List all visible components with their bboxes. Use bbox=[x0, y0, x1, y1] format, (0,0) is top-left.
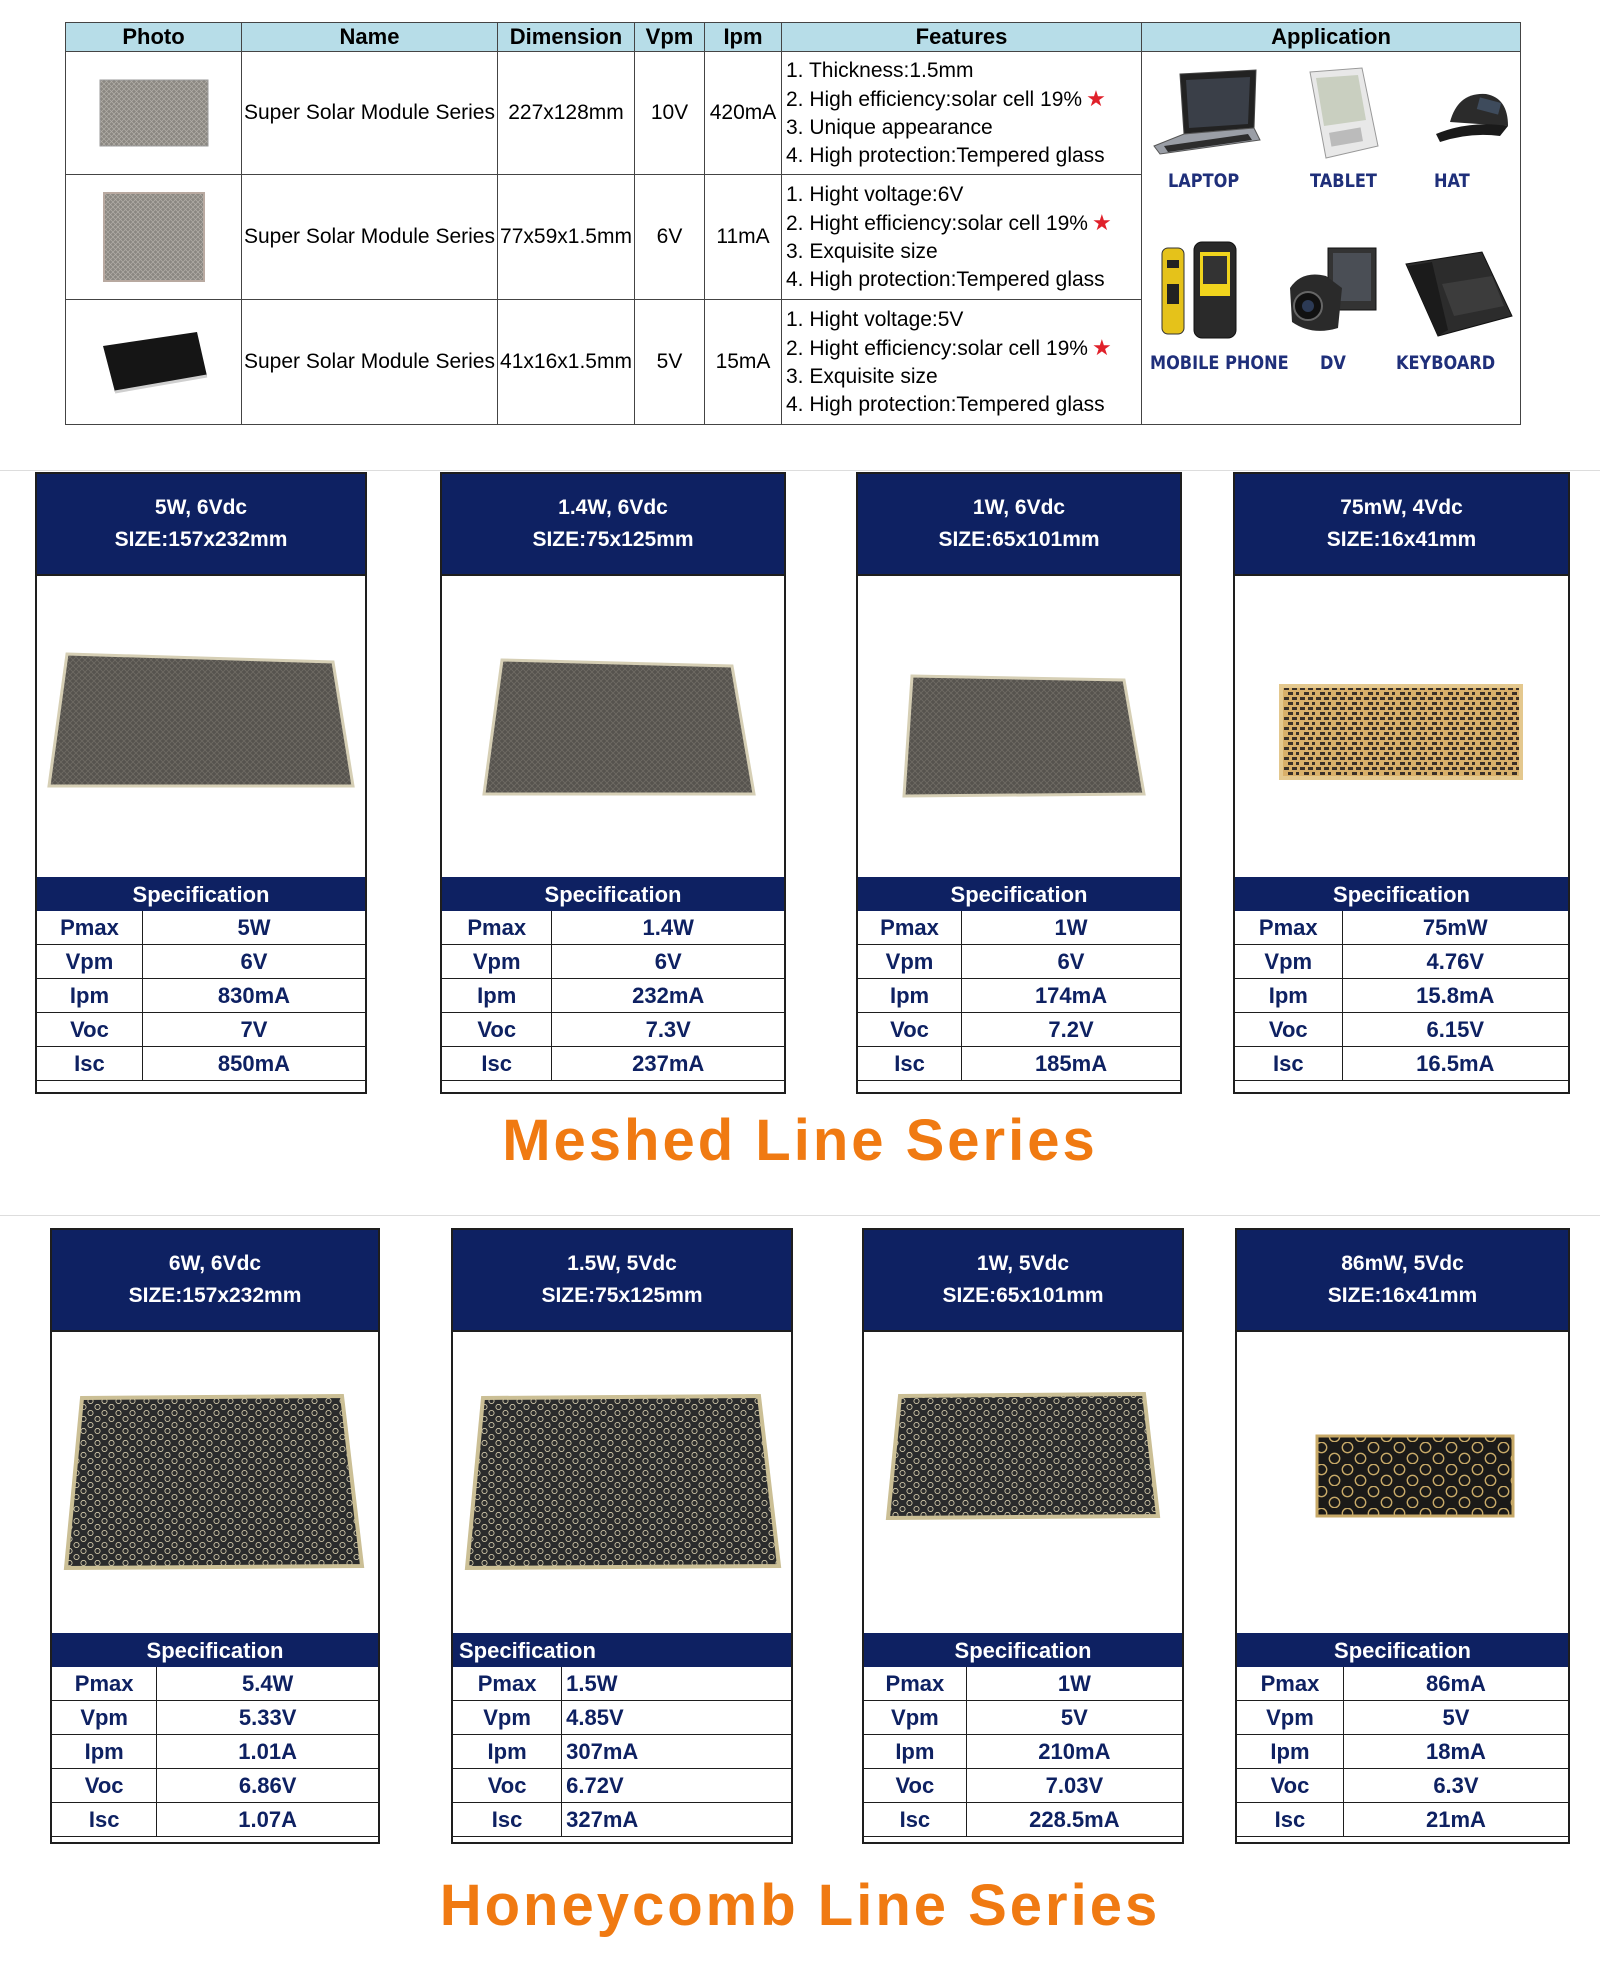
spec-row bbox=[453, 1667, 791, 1701]
spec-row bbox=[37, 911, 365, 945]
spec-key: Voc bbox=[864, 1769, 966, 1803]
product-card bbox=[1235, 1228, 1570, 1844]
spec-row bbox=[864, 1701, 1182, 1735]
spec-key: Vpm bbox=[864, 1701, 966, 1735]
spec-key: Voc bbox=[37, 1013, 142, 1047]
app-label-keyboard: KEYBOARD bbox=[1396, 352, 1496, 374]
spec-value: 237mA bbox=[552, 1047, 784, 1081]
meshed-panel-image bbox=[442, 576, 784, 879]
grid-cell-panel-image bbox=[1235, 576, 1568, 879]
card-header bbox=[864, 1230, 1182, 1330]
card-photo bbox=[453, 1330, 791, 1635]
feature-item: 2. Hight efficiency:solar cell 19% ★ bbox=[786, 334, 1112, 360]
card-size: SIZE:16x41mm bbox=[1326, 528, 1477, 551]
card-rating: 75mW, 4Vdc bbox=[1340, 496, 1463, 519]
spec-value: 1.5W bbox=[562, 1667, 791, 1701]
col-header-ipm: Ipm bbox=[705, 23, 782, 52]
spec-table bbox=[453, 1667, 791, 1837]
card-header bbox=[442, 474, 784, 574]
spec-table bbox=[1237, 1667, 1568, 1837]
spec-value: 174mA bbox=[962, 979, 1180, 1013]
honeycomb-panel-image bbox=[864, 1332, 1182, 1635]
spec-row bbox=[442, 911, 784, 945]
spec-value: 4.76V bbox=[1342, 945, 1568, 979]
honeycomb-panel-image bbox=[52, 1332, 378, 1635]
spec-value: 1.01A bbox=[157, 1735, 378, 1769]
meshed-panel-image bbox=[37, 576, 365, 879]
application-panel bbox=[1142, 52, 1521, 425]
spec-row bbox=[52, 1769, 378, 1803]
spec-value: 307mA bbox=[562, 1735, 791, 1769]
tablet-icon bbox=[1300, 66, 1382, 162]
spec-row bbox=[1235, 911, 1568, 945]
spec-row bbox=[37, 945, 365, 979]
product-photo bbox=[66, 52, 242, 175]
spec-key: Pmax bbox=[453, 1667, 562, 1701]
spec-key: Isc bbox=[442, 1047, 552, 1081]
app-label-laptop: LAPTOP bbox=[1168, 170, 1240, 192]
card-photo bbox=[864, 1330, 1182, 1635]
honeycomb-series-title: Honeycomb Line Series bbox=[439, 1873, 1161, 1938]
spec-key: Voc bbox=[1235, 1013, 1342, 1047]
spec-row bbox=[864, 1667, 1182, 1701]
honeycomb-panel-image bbox=[1237, 1332, 1568, 1635]
product-features bbox=[782, 300, 1142, 425]
divider bbox=[0, 470, 1600, 471]
feature-item: 2. Hight efficiency:solar cell 19% ★ bbox=[786, 209, 1112, 235]
spec-row bbox=[52, 1735, 378, 1769]
spec-key: Voc bbox=[453, 1769, 562, 1803]
spec-key: Isc bbox=[864, 1803, 966, 1837]
spec-key: Pmax bbox=[858, 911, 962, 945]
app-label-dv: DV bbox=[1320, 352, 1346, 374]
spec-value: 1.07A bbox=[157, 1803, 378, 1837]
spec-value: 75mW bbox=[1342, 911, 1568, 945]
spec-value: 6.15V bbox=[1342, 1013, 1568, 1047]
meshed-module-image bbox=[103, 192, 205, 282]
product-dimension: 41x16x1.5mm bbox=[498, 300, 635, 425]
app-label-hat: HAT bbox=[1434, 170, 1470, 192]
spec-row bbox=[37, 979, 365, 1013]
card-photo bbox=[442, 574, 784, 879]
spec-key: Isc bbox=[1237, 1803, 1343, 1837]
spec-key: Vpm bbox=[442, 945, 552, 979]
spec-row bbox=[1237, 1769, 1568, 1803]
spec-row bbox=[1237, 1803, 1568, 1837]
spec-row bbox=[864, 1769, 1182, 1803]
spec-key: Ipm bbox=[442, 979, 552, 1013]
spec-value: 86mA bbox=[1343, 1667, 1568, 1701]
spec-value: 1.4W bbox=[552, 911, 784, 945]
laptop-icon bbox=[1150, 68, 1262, 162]
card-header bbox=[52, 1230, 378, 1330]
spec-row bbox=[37, 1013, 365, 1047]
card-size: SIZE:157x232mm bbox=[128, 1284, 302, 1307]
spec-row bbox=[52, 1701, 378, 1735]
spec-table bbox=[858, 911, 1180, 1081]
product-vpm: 5V bbox=[635, 300, 705, 425]
spec-row bbox=[442, 1047, 784, 1081]
spec-heading: Specification bbox=[858, 877, 1180, 911]
product-name: Super Solar Module Series bbox=[242, 175, 498, 300]
spec-value: 7.3V bbox=[552, 1013, 784, 1047]
spec-key: Pmax bbox=[442, 911, 552, 945]
spec-heading: Specification bbox=[1237, 1633, 1568, 1667]
product-ipm: 420mA bbox=[705, 52, 782, 175]
col-header-application: Application bbox=[1142, 23, 1521, 52]
product-dimension: 77x59x1.5mm bbox=[498, 175, 635, 300]
app-label-mobile-phone: MOBILE PHONE bbox=[1150, 352, 1289, 374]
spec-key: Isc bbox=[858, 1047, 962, 1081]
mobile-phone-icon bbox=[1158, 240, 1242, 344]
feature-item: 3. Exquisite size bbox=[786, 364, 938, 388]
card-rating: 1W, 5Vdc bbox=[976, 1252, 1070, 1275]
spec-key: Vpm bbox=[1235, 945, 1342, 979]
card-header bbox=[453, 1230, 791, 1330]
card-size: SIZE:157x232mm bbox=[114, 528, 288, 551]
spec-row bbox=[858, 1047, 1180, 1081]
product-name: Super Solar Module Series bbox=[242, 52, 498, 175]
product-name: Super Solar Module Series bbox=[242, 300, 498, 425]
spec-row bbox=[864, 1803, 1182, 1837]
spec-value: 6V bbox=[552, 945, 784, 979]
spec-key: Vpm bbox=[453, 1701, 562, 1735]
spec-value: 6.86V bbox=[157, 1769, 378, 1803]
product-card bbox=[35, 472, 367, 1094]
spec-key: Isc bbox=[453, 1803, 562, 1837]
spec-key: Pmax bbox=[1237, 1667, 1343, 1701]
spec-value: 7.2V bbox=[962, 1013, 1180, 1047]
dv-camera-icon bbox=[1282, 244, 1382, 340]
honeycomb-panel-image bbox=[453, 1332, 791, 1635]
spec-value: 185mA bbox=[962, 1047, 1180, 1081]
spec-value: 830mA bbox=[142, 979, 365, 1013]
card-header bbox=[858, 474, 1180, 574]
card-photo bbox=[1237, 1330, 1568, 1635]
spec-heading: Specification bbox=[442, 877, 784, 911]
feature-item: 4. High protection:Tempered glass bbox=[786, 392, 1105, 416]
card-size: SIZE:65x101mm bbox=[938, 528, 1100, 551]
card-header bbox=[1235, 474, 1568, 574]
card-photo bbox=[1235, 574, 1568, 879]
spec-key: Voc bbox=[858, 1013, 962, 1047]
spec-value: 7V bbox=[142, 1013, 365, 1047]
spec-value: 5.4W bbox=[157, 1667, 378, 1701]
app-label-tablet: TABLET bbox=[1310, 170, 1377, 192]
card-size: SIZE:75x125mm bbox=[541, 1284, 703, 1307]
feature-item: 1. Thickness:1.5mm bbox=[786, 58, 974, 82]
product-card bbox=[1233, 472, 1570, 1094]
card-header bbox=[1237, 1230, 1568, 1330]
spec-value: 5V bbox=[966, 1701, 1182, 1735]
spec-heading: Specification bbox=[1235, 877, 1568, 911]
spec-row bbox=[442, 945, 784, 979]
spec-key: Ipm bbox=[864, 1735, 966, 1769]
spec-value: 327mA bbox=[562, 1803, 791, 1837]
spec-table bbox=[864, 1667, 1182, 1837]
spec-key: Voc bbox=[52, 1769, 157, 1803]
product-photo bbox=[66, 175, 242, 300]
spec-key: Ipm bbox=[52, 1735, 157, 1769]
card-header bbox=[37, 474, 365, 574]
spec-row bbox=[442, 979, 784, 1013]
spec-key: Isc bbox=[1235, 1047, 1342, 1081]
spec-value: 6V bbox=[142, 945, 365, 979]
spec-table bbox=[1235, 911, 1568, 1081]
feature-item: 3. Unique appearance bbox=[786, 115, 993, 139]
spec-table bbox=[442, 911, 784, 1081]
product-card bbox=[862, 1228, 1184, 1844]
spec-key: Pmax bbox=[864, 1667, 966, 1701]
spec-heading: Specification bbox=[37, 877, 365, 911]
spec-heading: Specification bbox=[864, 1633, 1182, 1667]
card-size: SIZE:16x41mm bbox=[1327, 1284, 1478, 1307]
spec-row bbox=[858, 945, 1180, 979]
meshed-panel-image bbox=[858, 576, 1180, 879]
spec-key: Vpm bbox=[37, 945, 142, 979]
card-photo bbox=[858, 574, 1180, 879]
spec-key: Pmax bbox=[1235, 911, 1342, 945]
spec-value: 15.8mA bbox=[1342, 979, 1568, 1013]
card-rating: 6W, 6Vdc bbox=[168, 1252, 262, 1275]
spec-key: Ipm bbox=[858, 979, 962, 1013]
spec-key: Vpm bbox=[52, 1701, 157, 1735]
spec-row bbox=[1235, 1047, 1568, 1081]
table-row bbox=[66, 52, 1521, 175]
spec-row bbox=[858, 979, 1180, 1013]
feature-item: 1. Hight voltage:6V bbox=[786, 182, 964, 206]
feature-item: 4. High protection:Tempered glass bbox=[786, 143, 1105, 167]
spec-key: Ipm bbox=[1237, 1735, 1343, 1769]
spec-row bbox=[37, 1047, 365, 1081]
product-features bbox=[782, 175, 1142, 300]
card-size: SIZE:65x101mm bbox=[942, 1284, 1104, 1307]
spec-key: Ipm bbox=[1235, 979, 1342, 1013]
meshed-series-title: Meshed Line Series bbox=[502, 1108, 1098, 1173]
spec-value: 232mA bbox=[552, 979, 784, 1013]
spec-value: 7.03V bbox=[966, 1769, 1182, 1803]
col-header-vpm: Vpm bbox=[635, 23, 705, 52]
spec-key: Voc bbox=[442, 1013, 552, 1047]
spec-row bbox=[1237, 1701, 1568, 1735]
keyboard-icon bbox=[1402, 248, 1514, 340]
card-photo bbox=[52, 1330, 378, 1635]
col-header-name: Name bbox=[242, 23, 498, 52]
spec-value: 5V bbox=[1343, 1701, 1568, 1735]
spec-value: 6.72V bbox=[562, 1769, 791, 1803]
col-header-dimension: Dimension bbox=[498, 23, 635, 52]
spec-row bbox=[1235, 1013, 1568, 1047]
col-header-features: Features bbox=[782, 23, 1142, 52]
card-rating: 1.4W, 6Vdc bbox=[558, 496, 668, 519]
spec-key: Voc bbox=[1237, 1769, 1343, 1803]
spec-row bbox=[453, 1803, 791, 1837]
spec-heading: Specification bbox=[453, 1633, 791, 1667]
spec-key: Ipm bbox=[37, 979, 142, 1013]
star-icon: ★ bbox=[1091, 209, 1112, 235]
table-header-row bbox=[66, 23, 1521, 52]
card-rating: 1W, 6Vdc bbox=[972, 496, 1066, 519]
spec-row bbox=[453, 1701, 791, 1735]
spec-value: 1W bbox=[966, 1667, 1182, 1701]
spec-value: 228.5mA bbox=[966, 1803, 1182, 1837]
spec-key: Isc bbox=[52, 1803, 157, 1837]
spec-heading: Specification bbox=[52, 1633, 378, 1667]
spec-row bbox=[52, 1667, 378, 1701]
card-rating: 1.5W, 5Vdc bbox=[567, 1252, 677, 1275]
product-card bbox=[856, 472, 1182, 1094]
spec-key: Ipm bbox=[453, 1735, 562, 1769]
product-vpm: 10V bbox=[635, 52, 705, 175]
spec-value: 4.85V bbox=[562, 1701, 791, 1735]
spec-value: 21mA bbox=[1343, 1803, 1568, 1837]
hat-icon bbox=[1430, 86, 1514, 156]
product-card bbox=[50, 1228, 380, 1844]
product-features bbox=[782, 52, 1142, 175]
spec-row bbox=[453, 1769, 791, 1803]
product-ipm: 15mA bbox=[705, 300, 782, 425]
spec-value: 5.33V bbox=[157, 1701, 378, 1735]
spec-value: 210mA bbox=[966, 1735, 1182, 1769]
product-photo bbox=[66, 300, 242, 425]
feature-item: 2. High efficiency:solar cell 19% ★ bbox=[786, 85, 1106, 111]
spec-value: 850mA bbox=[142, 1047, 365, 1081]
product-card bbox=[440, 472, 786, 1094]
col-header-photo: Photo bbox=[66, 23, 242, 52]
star-icon: ★ bbox=[1086, 85, 1106, 111]
card-rating: 86mW, 5Vdc bbox=[1341, 1252, 1464, 1275]
product-overview-table bbox=[65, 22, 1521, 425]
feature-item: 4. High protection:Tempered glass bbox=[786, 267, 1105, 291]
meshed-module-image bbox=[99, 79, 209, 147]
product-ipm: 11mA bbox=[705, 175, 782, 300]
small-module-image bbox=[99, 330, 209, 394]
spec-value: 18mA bbox=[1343, 1735, 1568, 1769]
divider bbox=[0, 1215, 1600, 1216]
feature-item: 3. Exquisite size bbox=[786, 239, 938, 263]
spec-key: Isc bbox=[37, 1047, 142, 1081]
product-dimension: 227x128mm bbox=[498, 52, 635, 175]
spec-table bbox=[37, 911, 365, 1081]
spec-key: Vpm bbox=[858, 945, 962, 979]
spec-row bbox=[864, 1735, 1182, 1769]
spec-key: Vpm bbox=[1237, 1701, 1343, 1735]
spec-table bbox=[52, 1667, 378, 1837]
product-card bbox=[451, 1228, 793, 1844]
spec-value: 1W bbox=[962, 911, 1180, 945]
spec-value: 5W bbox=[142, 911, 365, 945]
spec-row bbox=[1235, 979, 1568, 1013]
product-vpm: 6V bbox=[635, 175, 705, 300]
spec-row bbox=[442, 1013, 784, 1047]
spec-key: Pmax bbox=[37, 911, 142, 945]
spec-row bbox=[52, 1803, 378, 1837]
card-rating: 5W, 6Vdc bbox=[154, 496, 248, 519]
spec-row bbox=[858, 911, 1180, 945]
card-photo bbox=[37, 574, 365, 879]
spec-value: 6.3V bbox=[1343, 1769, 1568, 1803]
spec-row bbox=[1235, 945, 1568, 979]
spec-row bbox=[858, 1013, 1180, 1047]
spec-value: 16.5mA bbox=[1342, 1047, 1568, 1081]
spec-row bbox=[1237, 1667, 1568, 1701]
spec-row bbox=[453, 1735, 791, 1769]
spec-key: Pmax bbox=[52, 1667, 157, 1701]
spec-value: 6V bbox=[962, 945, 1180, 979]
star-icon: ★ bbox=[1091, 334, 1112, 360]
card-size: SIZE:75x125mm bbox=[532, 528, 694, 551]
spec-row bbox=[1237, 1735, 1568, 1769]
feature-item: 1. Hight voltage:5V bbox=[786, 307, 964, 331]
